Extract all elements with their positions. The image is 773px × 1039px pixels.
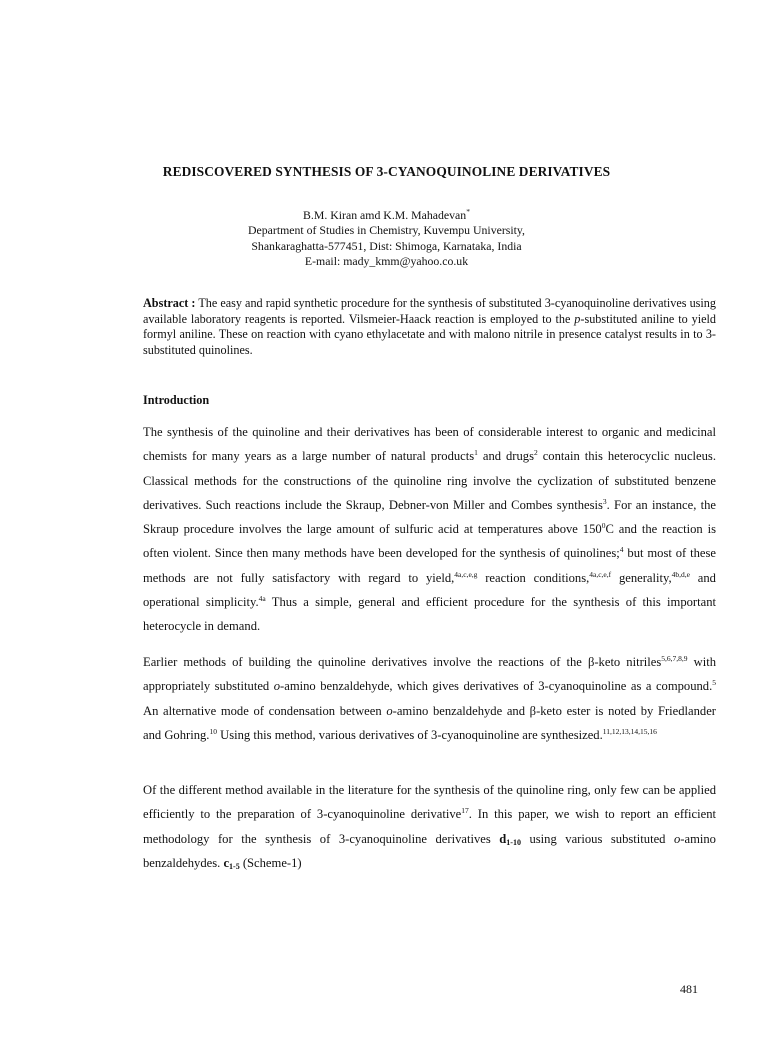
corresponding-mark: * (466, 207, 470, 216)
author-block (120, 208, 653, 270)
reference-mark: 4b,d,e (671, 569, 690, 579)
paper-title: REDISCOVERED SYNTHESIS OF 3-CYANOQUINOLINE DERIVATIVES (162, 164, 611, 179)
compound-label: c (223, 855, 230, 870)
section-heading-introduction: Introduction (143, 393, 210, 407)
affiliation-line-1: Department of Studies in Chemistry, Kuvempu University, (248, 223, 525, 238)
reference-mark: 17 (461, 806, 469, 816)
introduction-paragraph-1: The synthesis of the quinoline and their derivatives has been of considerable interest to organic and medicinal chemists for many years as a large number of natural products$^1$ and drugs$^2$ contain this heterocyclic nucleus. Classical methods for the constructions of the quinoline ring involve the cyclization of substituted benzene derivatives. Such reactions include the Skraup, Debner-von Miller and Combes synthesis$^3$. For an instance, the Skraup procedure involves the large amount of sulfuric acid at temperatures above $150^0C$ and the reaction is often violent. Since then many methods have been developed for the synthesis of quinolines;$^4$ but most of these methods are not fully satisfactory with regard to yield,$^{4a,c,e,g}$ reaction conditions,$^{4a,c,e,f}$ generality,$^{4b,d,e}$ and operational simplicity.$^{4a}$ Thus a simple, general and efficient procedure for the synthesis of this important heterocycle in demand. (143, 425, 717, 634)
reference-mark: 3 (602, 496, 607, 506)
reference-mark: 4a,c,e,g (454, 569, 478, 579)
reference-mark: 11,12,13,14,15,16 (602, 726, 657, 736)
introduction-paragraph-3: Of the different method available in the literature for the synthesis of the quinoline ring, only few can be applied efficiently to the preparation of 3-cyanoquinoline derivative$^{17}$. In this paper, we wish to report an efficient methodology for the synthesis of 3-cyanoquinoline derivatives $d_{1-10}$ using various substituted o-amino benzaldehydes. $c_{1-5}$ (Scheme-1) (143, 783, 716, 871)
degree-mark: 0 (601, 521, 606, 531)
reference-mark: 4 (619, 545, 624, 555)
reference-mark: 4a (258, 594, 266, 604)
reference-mark: 10 (209, 726, 217, 736)
author-email: E-mail: mady_kmm@yahoo.co.uk (304, 254, 469, 269)
reference-mark: 2 (534, 448, 538, 458)
reference-mark: 1 (474, 448, 478, 458)
reference-mark: 5,6,7,8,9 (661, 654, 688, 663)
reference-mark: 4a,c,e,f (589, 569, 612, 579)
affiliation-line-2: Shankaraghatta-577451, Dist: Shimoga, Karnataka, India (251, 238, 522, 253)
abstract-label: Abstract : (143, 296, 196, 310)
page-number: 481 (680, 982, 698, 996)
abstract: Abstract : The easy and rapid synthetic procedure for the synthesis of substituted 3-cyanoquinoline derivatives using available laboratory reagents is reported. Vilsmeier-Haack reaction is employed to the p-substituted aniline to yield formyl aniline. These on reaction with cyano ethylacetate and with malono nitrile in presence catalyst results in to 3-substituted quinolines. (143, 296, 717, 357)
reference-mark: 5 (712, 678, 717, 688)
author-names: B.M. Kiran amd K.M. Mahadevan* (303, 207, 470, 222)
compound-label: d (499, 831, 507, 846)
introduction-paragraph-2: Earlier methods of building the quinoline derivatives involve the reactions of the β-keto nitriles$^{5,6,7,8,9}$ with appropriately substituted o-amino benzaldehyde, which gives derivatives of 3-cyanoquinoline as a compound.$^5$ An alternative mode of condensation between o-amino benzaldehyde and β-keto ester is noted by Friedlander and Gohring.$^{10}$ Using this method, various derivatives of 3-cyanoquinoline are synthesized.$^{11,12,13,14,15,16}$ (143, 654, 717, 742)
